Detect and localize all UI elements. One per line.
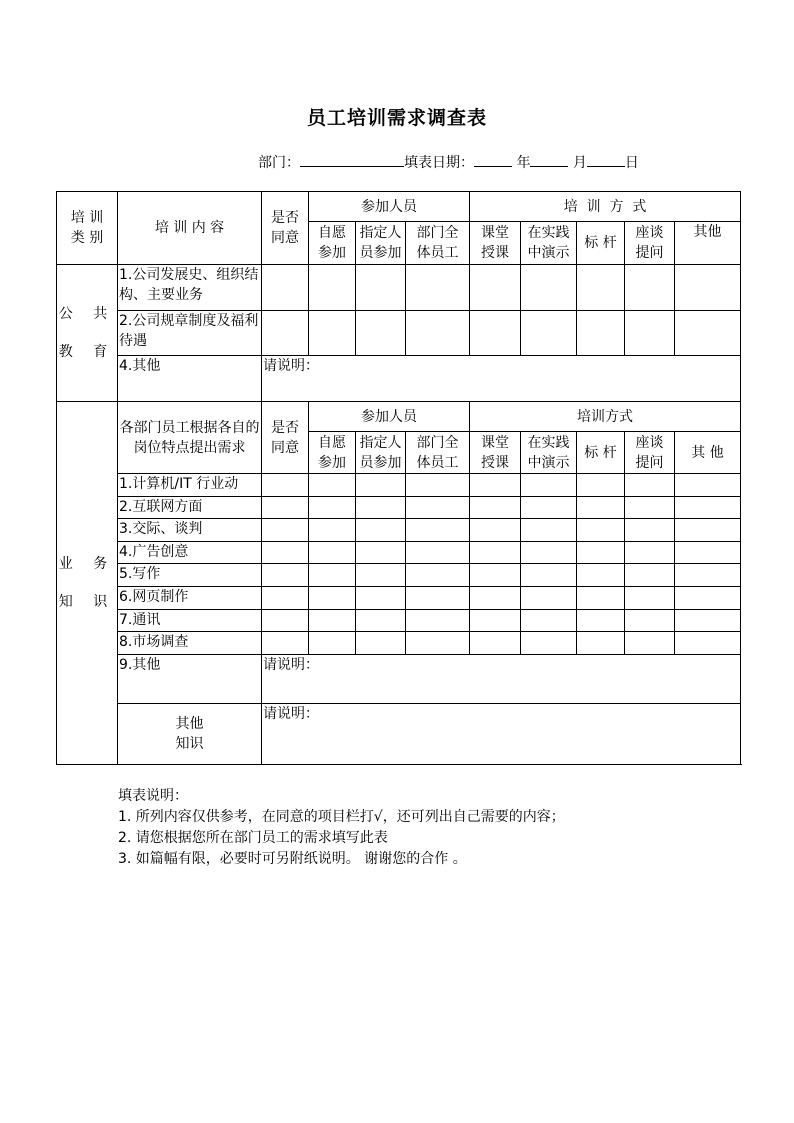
- business-sub-all-staff: 部门全 体员工: [406, 432, 470, 474]
- cell[interactable]: [309, 497, 356, 519]
- cell[interactable]: [356, 564, 406, 587]
- col-agree-header: 是否 同意: [262, 192, 309, 265]
- month-field[interactable]: [530, 151, 568, 167]
- business-item-1: 1.计算机/IT 行业动: [118, 474, 262, 497]
- cell[interactable]: [625, 311, 675, 356]
- day-label: 日: [624, 155, 639, 171]
- cell[interactable]: [625, 542, 675, 564]
- business-item-7: 7.通讯: [118, 610, 262, 632]
- business-item-6: 6.网页制作: [118, 587, 262, 610]
- survey-table: [56, 191, 741, 765]
- cell[interactable]: [675, 632, 741, 655]
- col-content-header: 培 训 内 容: [118, 192, 262, 265]
- cell[interactable]: [577, 564, 625, 587]
- cell[interactable]: [470, 497, 521, 519]
- cell[interactable]: [309, 519, 356, 542]
- category-business-knowledge: 业 务 知 识: [57, 402, 118, 765]
- business-sub-other: 其 他: [675, 432, 741, 474]
- cell[interactable]: [625, 632, 675, 655]
- cell[interactable]: [675, 474, 741, 497]
- cell[interactable]: [356, 632, 406, 655]
- sub-symposium: 座谈 提问: [625, 222, 675, 265]
- cell[interactable]: [521, 474, 577, 497]
- cell[interactable]: [675, 564, 741, 587]
- year-field[interactable]: [474, 151, 512, 167]
- cell[interactable]: [625, 610, 675, 632]
- cell[interactable]: [625, 519, 675, 542]
- cell[interactable]: [470, 542, 521, 564]
- business-sub-symposium: 座谈 提问: [625, 432, 675, 474]
- instruction-line: 3. 如篇幅有限，必要时可另附纸说明。 谢谢您的合作 。: [118, 851, 467, 867]
- cell[interactable]: [356, 542, 406, 564]
- cell[interactable]: [577, 542, 625, 564]
- cell[interactable]: [675, 265, 741, 311]
- business-other-item: 9.其他: [118, 655, 262, 704]
- instruction-line: 1. 所列内容仅供参考，在同意的项目栏打√，还可列出自己需要的内容；: [118, 809, 565, 825]
- public-explain-field[interactable]: 请说明：: [262, 356, 741, 402]
- cell[interactable]: [356, 265, 406, 311]
- page-title: 员工培训需求调查表: [306, 107, 487, 129]
- business-explain-field[interactable]: 请说明：: [262, 655, 741, 704]
- cell[interactable]: [262, 474, 309, 497]
- public-item-2: 2.公司规章制度及福利待遇: [118, 311, 262, 356]
- cell[interactable]: [406, 265, 470, 311]
- day-field[interactable]: [587, 151, 625, 167]
- cell[interactable]: [356, 610, 406, 632]
- sub-practice: 在实践 中演示: [521, 222, 577, 265]
- cell[interactable]: [675, 587, 741, 610]
- cell[interactable]: [675, 542, 741, 564]
- cell[interactable]: [262, 265, 309, 311]
- cell[interactable]: [470, 311, 521, 356]
- cell[interactable]: [625, 587, 675, 610]
- cell[interactable]: [577, 610, 625, 632]
- cell[interactable]: [625, 564, 675, 587]
- business-col-agree: 是否 同意: [262, 402, 309, 474]
- cell[interactable]: [406, 632, 470, 655]
- cell[interactable]: [521, 519, 577, 542]
- cell[interactable]: [521, 311, 577, 356]
- dept-field[interactable]: [300, 151, 404, 167]
- cell[interactable]: [577, 519, 625, 542]
- cell[interactable]: [521, 610, 577, 632]
- business-sub-practice: 在实践 中演示: [521, 432, 577, 474]
- cell[interactable]: [309, 311, 356, 356]
- sub-voluntary: 自愿 参加: [309, 222, 356, 265]
- cell[interactable]: [577, 587, 625, 610]
- cell[interactable]: [675, 497, 741, 519]
- cell[interactable]: [262, 542, 309, 564]
- instruction-line: 2. 请您根据您所在部门员工的需求填写此表: [118, 830, 388, 846]
- month-label: 月: [572, 155, 587, 171]
- cell[interactable]: [470, 564, 521, 587]
- cell[interactable]: [406, 519, 470, 542]
- cell[interactable]: [577, 474, 625, 497]
- cell[interactable]: [262, 497, 309, 519]
- cell[interactable]: [675, 519, 741, 542]
- business-sub-classroom: 课堂 授课: [470, 432, 521, 474]
- col-methods-header: 培 训 方 式: [470, 192, 741, 222]
- cell[interactable]: [470, 519, 521, 542]
- cell[interactable]: [406, 542, 470, 564]
- cell[interactable]: [521, 265, 577, 311]
- sub-designated: 指定人 员参加: [356, 222, 406, 265]
- cell[interactable]: [675, 610, 741, 632]
- cell[interactable]: [309, 265, 356, 311]
- business-intro: 各部门员工根据各自的岗位特点提出需求: [118, 402, 262, 474]
- cell[interactable]: [470, 610, 521, 632]
- cell[interactable]: [625, 497, 675, 519]
- cell[interactable]: [470, 265, 521, 311]
- cell[interactable]: [309, 632, 356, 655]
- cell[interactable]: [309, 474, 356, 497]
- cell[interactable]: [406, 587, 470, 610]
- business-item-8: 8.市场调查: [118, 632, 262, 655]
- cell[interactable]: [356, 497, 406, 519]
- cell[interactable]: [470, 632, 521, 655]
- cell[interactable]: [406, 610, 470, 632]
- fill-instructions: [118, 786, 565, 870]
- cell[interactable]: [521, 542, 577, 564]
- cell[interactable]: [262, 610, 309, 632]
- business-col-methods: 培训方式: [470, 402, 741, 432]
- category-public-education: 公 共 教 育: [57, 265, 118, 402]
- cell[interactable]: [356, 474, 406, 497]
- cell[interactable]: [406, 311, 470, 356]
- business-sub-benchmark: 标 杆: [577, 432, 625, 474]
- cell[interactable]: [625, 265, 675, 311]
- cell[interactable]: [262, 632, 309, 655]
- cell[interactable]: [577, 265, 625, 311]
- cell[interactable]: [577, 497, 625, 519]
- sub-all-staff: 部门全 体员工: [406, 222, 470, 265]
- cell[interactable]: [625, 474, 675, 497]
- cell[interactable]: [521, 587, 577, 610]
- business-sub-voluntary: 自愿 参加: [309, 432, 356, 474]
- other-knowledge-explain-field[interactable]: 请说明：: [262, 704, 741, 765]
- cell[interactable]: [262, 587, 309, 610]
- cell[interactable]: [577, 632, 625, 655]
- business-sub-designated: 指定人 员参加: [356, 432, 406, 474]
- cell[interactable]: [470, 474, 521, 497]
- cell[interactable]: [309, 610, 356, 632]
- public-item-1: 1.公司发展史、组织结构、主要业务: [118, 265, 262, 311]
- cell[interactable]: [675, 311, 741, 356]
- cell[interactable]: [356, 519, 406, 542]
- business-item-4: 4.广告创意: [118, 542, 262, 564]
- cell[interactable]: [309, 542, 356, 564]
- cell[interactable]: [577, 311, 625, 356]
- sub-other: 其他: [675, 222, 741, 265]
- form-header-line: [258, 151, 639, 172]
- cell[interactable]: [262, 519, 309, 542]
- cell[interactable]: [262, 564, 309, 587]
- cell[interactable]: [406, 497, 470, 519]
- col-participants-header: 参加人员: [309, 192, 470, 222]
- year-label: 年: [516, 155, 531, 171]
- sub-benchmark: 标 杆: [577, 222, 625, 265]
- cell[interactable]: [309, 564, 356, 587]
- date-label: 填表日期：: [404, 155, 474, 171]
- instructions-heading: 填表说明：: [118, 788, 188, 804]
- cell[interactable]: [262, 311, 309, 356]
- cell[interactable]: [521, 632, 577, 655]
- cell[interactable]: [521, 497, 577, 519]
- category-other-knowledge: 其他 知识: [118, 704, 262, 765]
- cell[interactable]: [406, 474, 470, 497]
- dept-label: 部门：: [258, 155, 300, 171]
- public-other-item: 4.其他: [118, 356, 262, 402]
- cell[interactable]: [356, 311, 406, 356]
- business-item-2: 2.互联网方面: [118, 497, 262, 519]
- cell[interactable]: [309, 587, 356, 610]
- cell[interactable]: [521, 564, 577, 587]
- business-col-participants: 参加人员: [309, 402, 470, 432]
- cell[interactable]: [406, 564, 470, 587]
- business-item-5: 5.写作: [118, 564, 262, 587]
- col-category-header: 培 训 类 别: [57, 192, 118, 265]
- sub-classroom: 课堂 授课: [470, 222, 521, 265]
- business-item-3: 3.交际、谈判: [118, 519, 262, 542]
- cell[interactable]: [470, 587, 521, 610]
- cell[interactable]: [356, 587, 406, 610]
